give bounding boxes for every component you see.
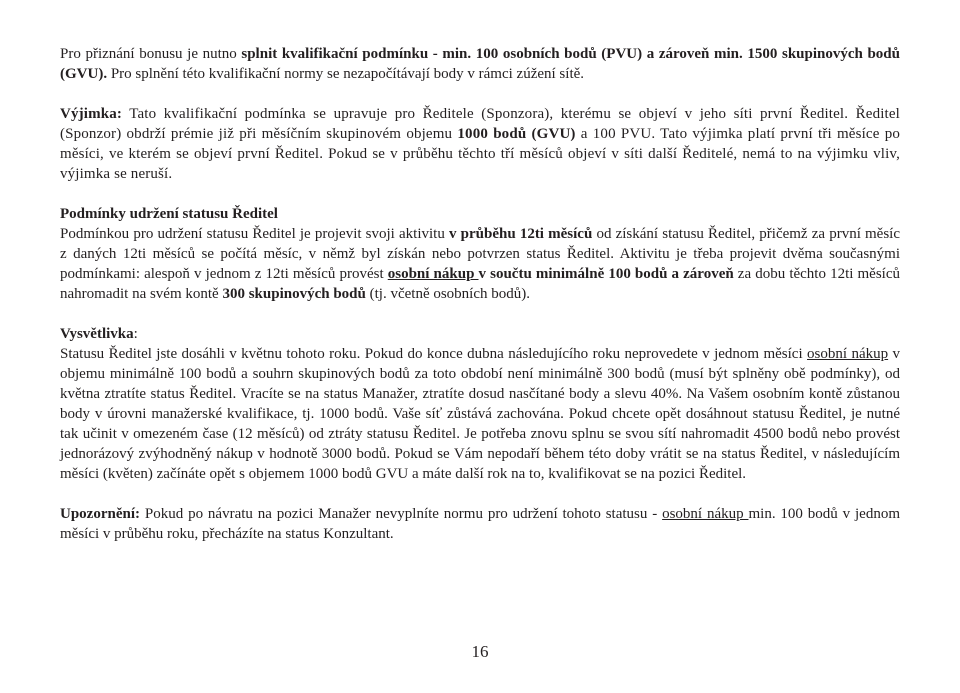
explanation-section bbox=[60, 324, 900, 484]
conditions-section bbox=[60, 204, 900, 304]
exception-text-1: Tato kvalifikační podmínka se upravuje pro Ředitele (Sponzora), kterému se objeví v jeho síti první Ředitel. Ředitel (Sponzor) obdrží prémie již při měsíčním skupinovém objemu bbox=[60, 106, 900, 142]
explanation-text bbox=[60, 344, 900, 484]
warning-text bbox=[60, 504, 900, 544]
bonus-condition-bold: splnit kvalifikační podmínku - min. 100 osobních bodů (PVU) a zároveň min. 1500 skupinových bodů (GVU). bbox=[60, 46, 900, 82]
warning-text-1: Pokud po návratu na pozici Manažer nevyplníte normu pro udržení tohoto statusu - bbox=[140, 506, 663, 522]
conditions-text-8: (tj. včetně osobních bodů). bbox=[365, 286, 531, 302]
conditions-personal-purchase: osobní nákup bbox=[387, 266, 479, 282]
bonus-text bbox=[60, 44, 900, 84]
bonus-text-1: Pro přiznání bonusu je nutno bbox=[60, 46, 242, 62]
bonus-paragraph bbox=[60, 44, 900, 84]
conditions-text-6: za dobu těchto 12ti měsíců nahromadit na svém kontě bbox=[60, 266, 900, 302]
exception-paragraph bbox=[60, 104, 900, 184]
warning-text-3: min. 100 bodů v jednom měsíci v průběhu roku, přecházíte na status Konzultant. bbox=[60, 506, 901, 542]
document-body bbox=[60, 44, 900, 564]
warning-section bbox=[60, 504, 900, 544]
page-number: 16 bbox=[471, 642, 489, 661]
exception-label: Výjimka: bbox=[60, 106, 123, 122]
conditions-text bbox=[60, 224, 900, 304]
bonus-text-3: Pro splnění této kvalifikační normy se nezapočítávají body v rámci zúžení sítě. bbox=[107, 66, 585, 82]
conditions-heading: Podmínky udržení statusu Ředitel bbox=[60, 206, 278, 222]
exception-text bbox=[60, 104, 900, 184]
exception-text-3: a 100 PVU. Tato výjimka platí první tři měsíce po měsíci, ve kterém se objeví první Ředitel. Pokud se v průběhu těchto tří měsíců objeví v síti další Ředitelé, nemá to na výjimku vliv, výjimka se neruší. bbox=[60, 126, 901, 182]
explanation-personal-purchase: osobní nákup bbox=[807, 346, 889, 362]
warning-label: Upozornění: bbox=[60, 506, 140, 522]
explanation-heading bbox=[60, 324, 900, 344]
explanation-heading-colon: : bbox=[133, 326, 138, 342]
explanation-text-1: Statusu Ředitel jste dosáhli v květnu tohoto roku. Pokud do konce dubna následujícího roku neprovedete v jednom měsíci bbox=[60, 346, 808, 362]
explanation-text-3: v objemu minimálně 100 bodů a souhrn skupinových bodů za toto období není minimálně 300 bodů (musí být splněny obě podmínky), od května ztratíte status Ředitel. Vracíte se na status Manažer, ztratíte dosud nasčítané body a slevu 40%. Na Vašem osobním kontě zůstanou body v úrovni manažerské kvalifikace, tj. 1000 bodů. Vaše síť zůstává zachována. Pokud chcete opět dosáhnout statusu Ředitel, je nutné tak učinit v omezeném čase (12 měsíců) od ztráty statusu Ředitel. Je potřeba znovu splnu se svou sítí nahromadit 4500 bodů nebo provést jednorázový zvýhodněný nákup v hodnotě 3000 bodů. Pokud se Vám nepodaří během této doby vrátit se na status Ředitel, v následujícím měsíci (květen) začínáte opět s objemem 1000 bodů GVU a máte další rok na to, kvalifikovat se na pozici Ředitel. bbox=[60, 346, 901, 482]
conditions-text-3: od získání statusu Ředitel, přičemž za první měsíc z daných 12ti měsíců se počítá měsíc, v němž byl získán nebo potvrzen status Ředitel. Aktivitu je třeba projevit dvěma současnými podmínkami: alespoň v jednom z 12ti měsíců provést bbox=[60, 226, 901, 282]
conditions-group-points-bold: 300 skupinových bodů bbox=[222, 286, 366, 302]
conditions-period-bold: v průběhu 12ti měsíců bbox=[448, 226, 593, 242]
conditions-sum-bold: v součtu minimálně 100 bodů a zároveň bbox=[478, 266, 734, 282]
explanation-heading-label: Vysvětlivka bbox=[60, 326, 134, 342]
exception-gvu-bold: 1000 bodů (GVU) bbox=[457, 126, 576, 142]
warning-personal-purchase: osobní nákup bbox=[662, 506, 749, 522]
conditions-text-1: Podmínkou pro udržení statusu Ředitel je projevit svoji aktivitu bbox=[60, 226, 449, 242]
